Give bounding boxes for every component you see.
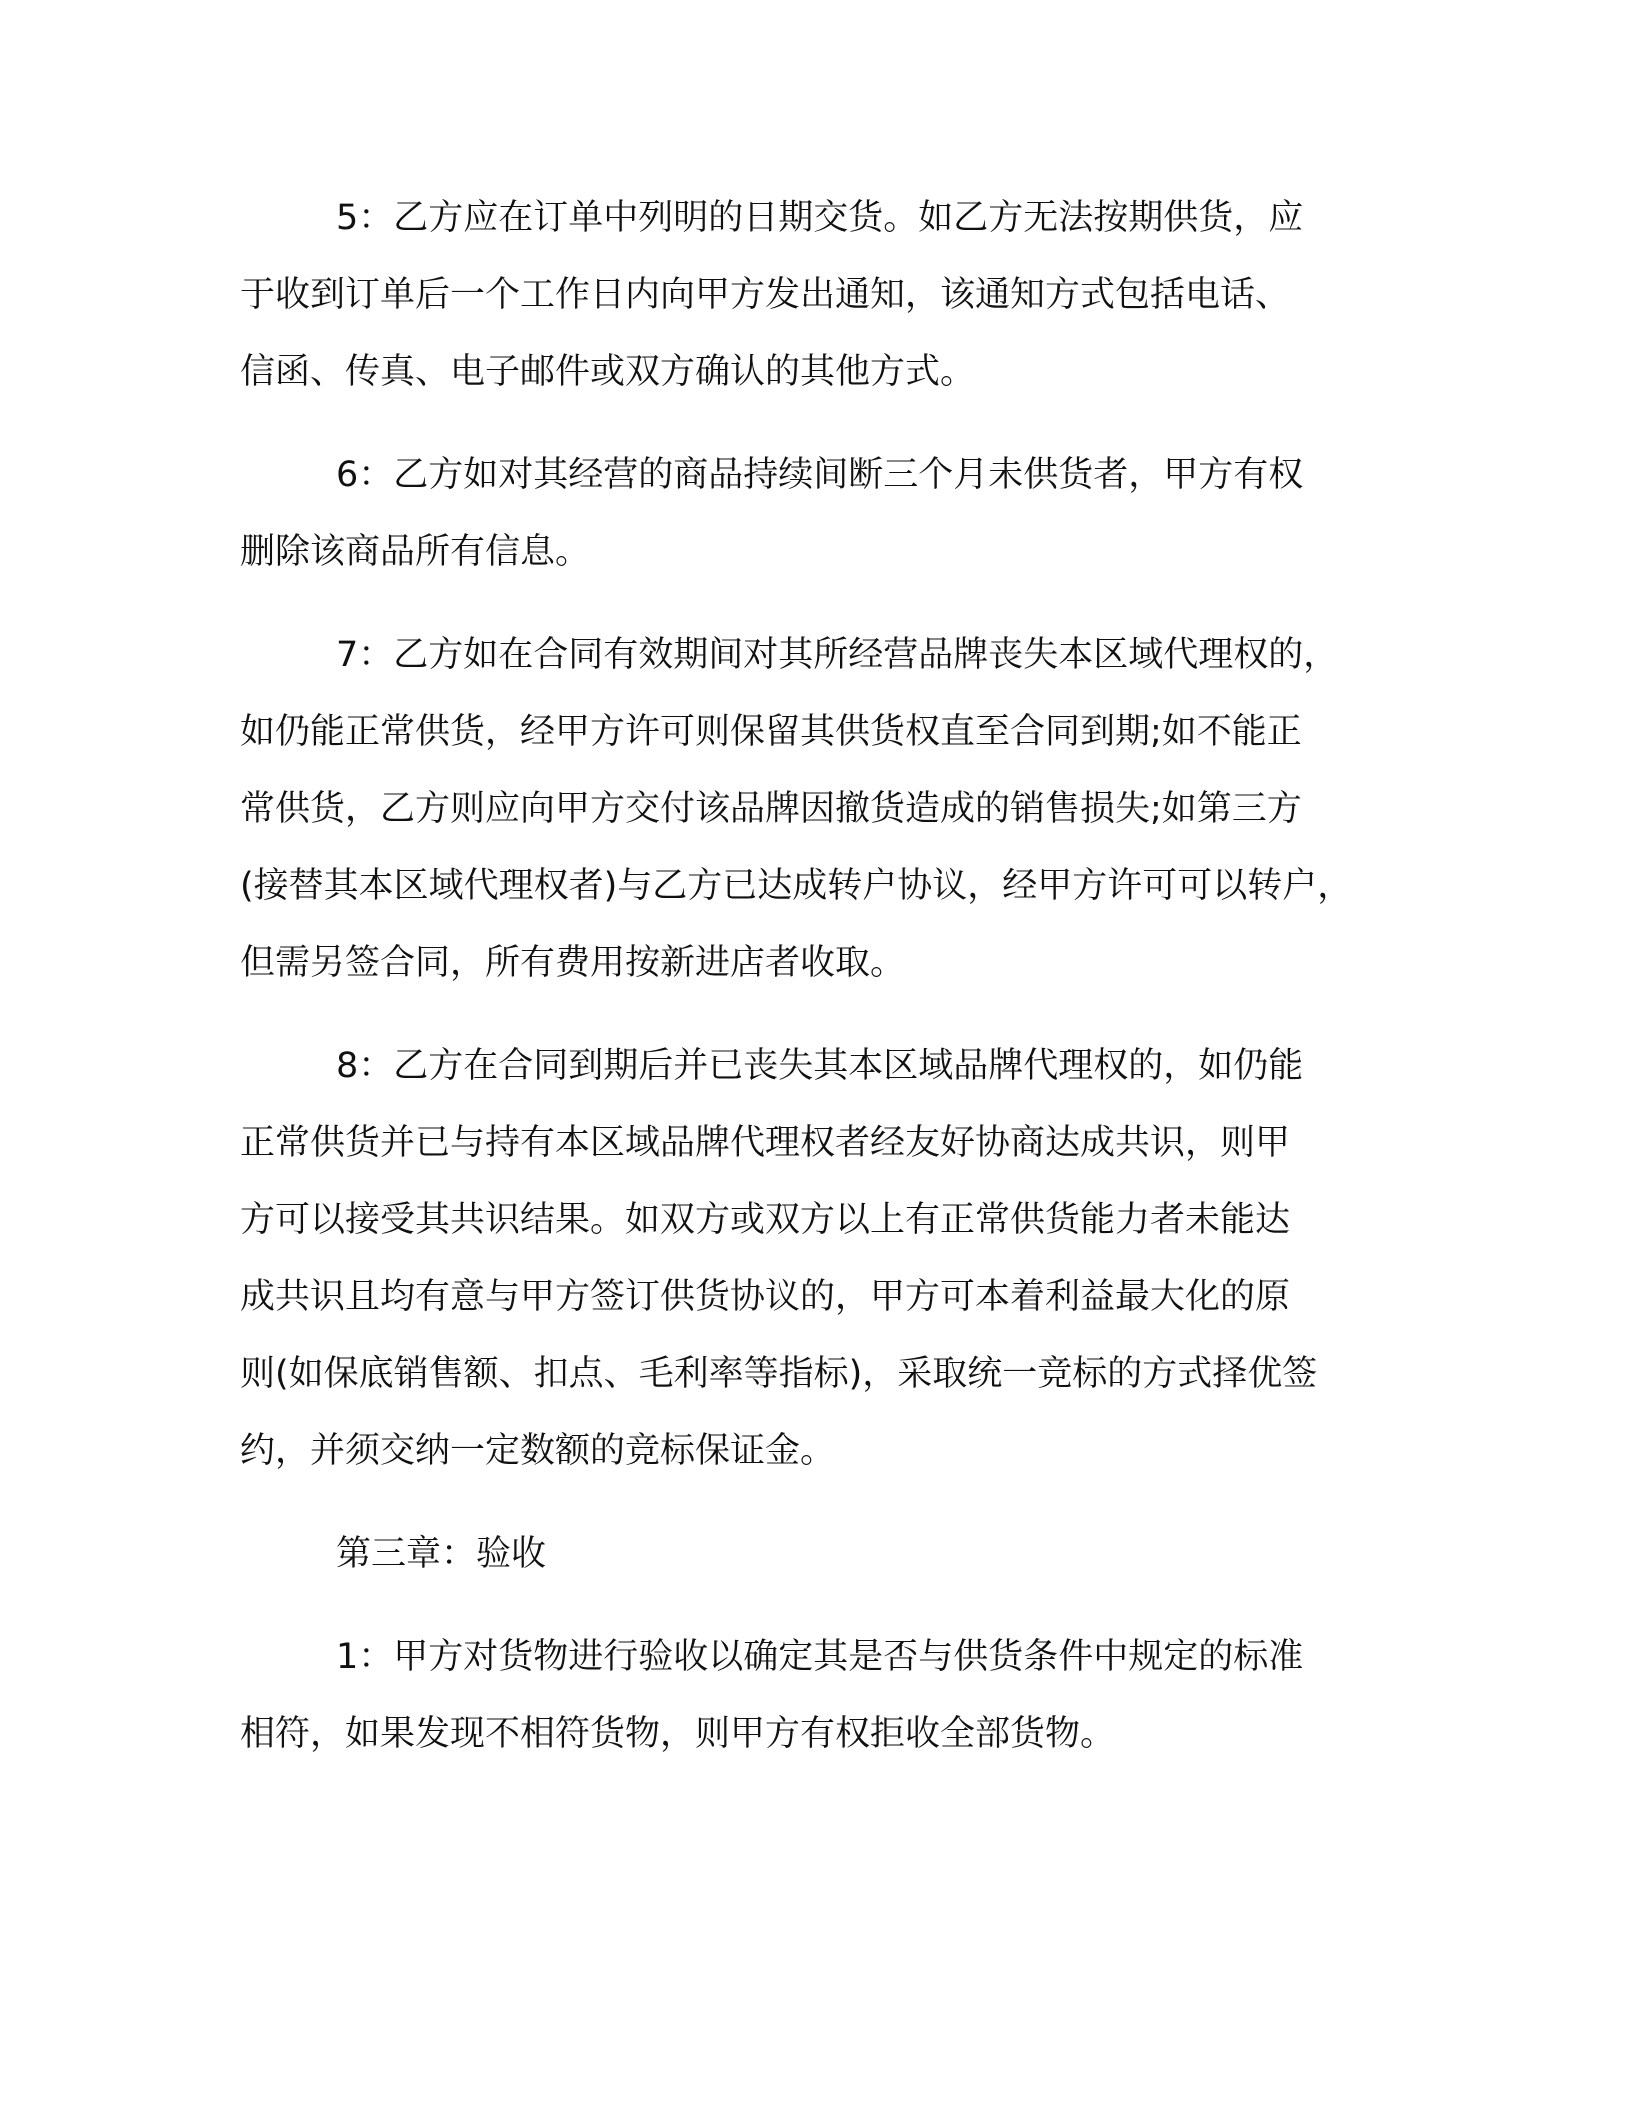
clause-8: [240, 1028, 1420, 1490]
clause-7-line-4: (接替其本区域代理权者)与乙方已达成转户协议，经甲方许可可以转户，: [240, 866, 1353, 906]
clause-6: [240, 437, 1420, 591]
clause-5-line-1: 5：乙方应在订单中列明的日期交货。如乙方无法按期供货，应: [336, 198, 1304, 238]
clause-5-line-2: 于收到订单后一个工作日内向甲方发出通知，该通知方式包括电话、: [240, 275, 1291, 315]
clause-7-line-2: 如仍能正常供货，经甲方许可则保留其供货权直至合同到期;如不能正: [240, 712, 1302, 752]
clause-8-line-4: 成共识且均有意与甲方签订供货协议的，甲方可本着利益最大化的原: [240, 1277, 1291, 1317]
clause-6-line-2: 删除该商品所有信息。: [240, 532, 591, 572]
acceptance-clause-1-line-1: 1：甲方对货物进行验收以确定其是否与供货条件中规定的标准: [336, 1637, 1304, 1677]
clause-8-line-5: 则(如保底销售额、扣点、毛利率等指标)，采取统一竞标的方式择优签: [240, 1354, 1318, 1394]
clause-6-line-1: 6：乙方如对其经营的商品持续间断三个月未供货者，甲方有权: [336, 455, 1304, 495]
acceptance-clause-1: [240, 1619, 1420, 1773]
clause-8-line-2: 正常供货并已与持有本区域品牌代理权者经友好协商达成共识，则甲: [240, 1123, 1291, 1163]
acceptance-clause-1-line-2: 相符，如果发现不相符货物，则甲方有权拒收全部货物。: [240, 1714, 1116, 1754]
clause-7: [240, 617, 1420, 1002]
clause-8-line-1: 8：乙方在合同到期后并已丧失其本区域品牌代理权的，如仍能: [336, 1046, 1304, 1086]
document-body: [240, 180, 1420, 1773]
clause-7-line-5: 但需另签合同，所有费用按新进店者收取。: [240, 943, 906, 983]
clause-7-line-3: 常供货，乙方则应向甲方交付该品牌因撤货造成的销售损失;如第三方: [240, 789, 1302, 829]
clause-5: [240, 180, 1420, 411]
chapter-heading: 第三章：验收: [336, 1534, 547, 1574]
clause-7-line-1: 7：乙方如在合同有效期间对其所经营品牌丧失本区域代理权的，: [336, 635, 1339, 675]
clause-8-line-6: 约，并须交纳一定数额的竞标保证金。: [240, 1431, 836, 1471]
clause-5-line-3: 信函、传真、电子邮件或双方确认的其他方式。: [240, 352, 976, 392]
clause-8-line-3: 方可以接受其共识结果。如双方或双方以上有正常供货能力者未能达: [240, 1200, 1291, 1240]
